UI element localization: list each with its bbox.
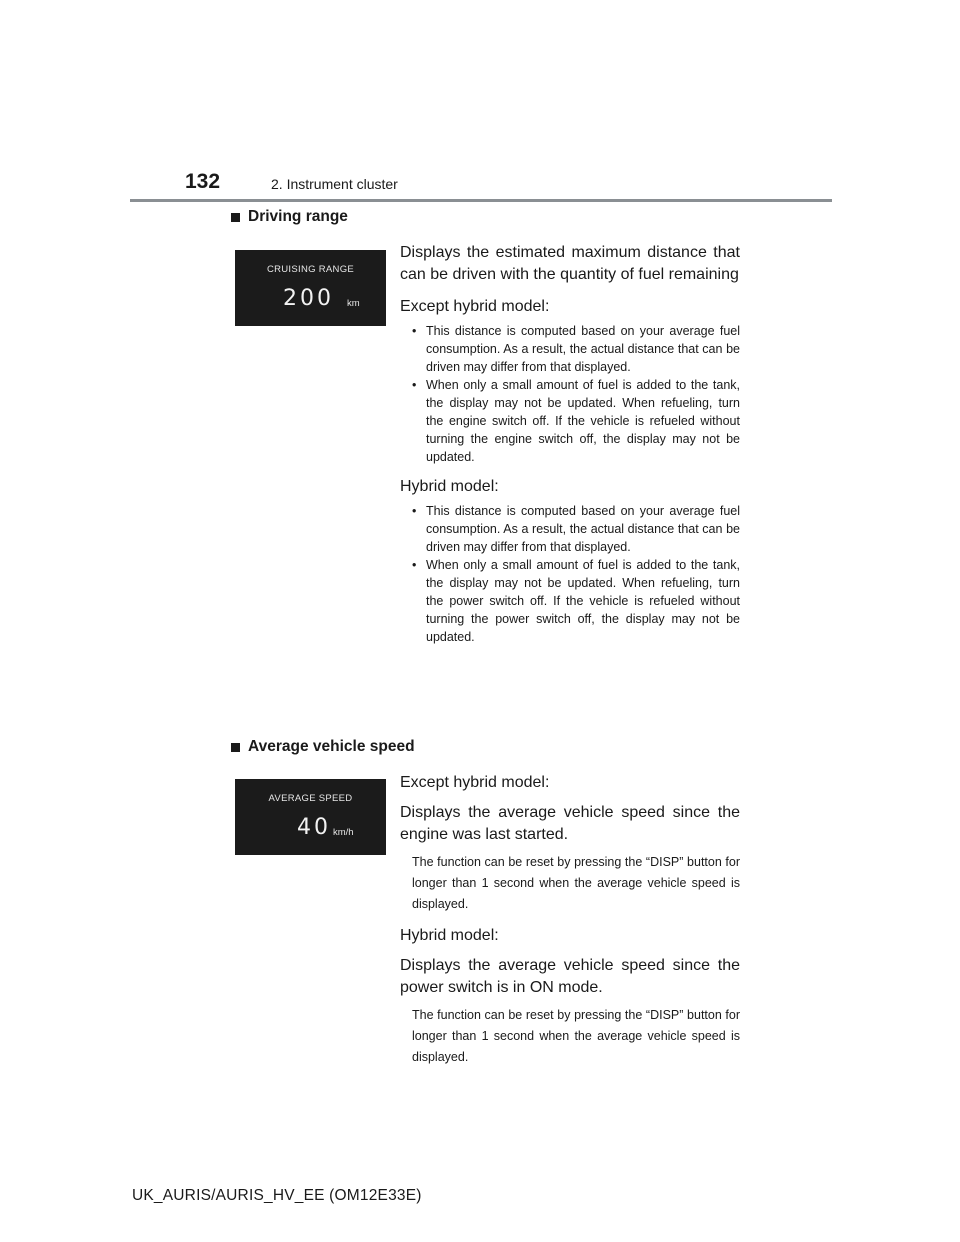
hybrid-label: Hybrid model: [400,927,499,944]
intro-text: Displays the estimated maximum distance that can be driven with the quantity of fuel remaining [400,244,740,283]
display-value: 40 [297,815,331,840]
display-label: CRUISING RANGE [266,264,355,275]
average-speed-display [235,779,386,855]
except-hybrid-note: The function can be reset by pressing the “DISP” button for longer than 1 second when the average vehicle speed is displayed. [412,855,740,911]
model-code-footer: UK_AURIS/AURIS_HV_EE (OM12E33E) [132,1187,422,1204]
display-unit: km/h [333,827,354,838]
list-item: • This distance is computed based on your average fuel consumption. As a result, the actual distance that can be driven may differ from that displayed. [412,324,740,374]
section-title: Driving range [248,208,348,225]
header-divider [130,199,832,202]
except-hybrid-description: Displays the average vehicle speed since the engine was last started. [400,804,740,843]
hybrid-note: The function can be reset by pressing the “DISP” button for longer than 1 second when the average vehicle speed is displayed. [412,1008,740,1064]
bullet-square-icon [231,743,240,752]
cruising-range-display [235,250,386,326]
section-title: Average vehicle speed [248,738,415,755]
display-unit: km [347,298,360,309]
section-heading-driving-range [231,208,348,226]
driving-range-text [400,242,740,646]
list-item: • This distance is computed based on your average fuel consumption. As a result, the actual distance that can be driven may differ from that displayed. [412,504,740,554]
page-header [0,0,960,210]
list-item: • When only a small amount of fuel is added to the tank, the display may not be updated. When refueling, turn the engine switch off. If the vehicle is refueled without turning the engine switch off, the display may not be updated. [412,378,740,464]
list-item: • When only a small amount of fuel is added to the tank, the display may not be updated. When refueling, turn the power switch off. If the vehicle is refueled without turning the power switch off, the display may not be updated. [412,558,740,644]
except-hybrid-list [400,322,740,466]
chapter-title: 2. Instrument cluster [271,176,398,192]
display-value: 200 [283,286,334,311]
except-hybrid-label: Except hybrid model: [400,774,550,791]
bullet-square-icon [231,213,240,222]
except-hybrid-label: Except hybrid model: [400,298,550,315]
hybrid-list [400,502,740,646]
hybrid-description: Displays the average vehicle speed since the power switch is in ON mode. [400,957,740,996]
page-number: 132 [185,170,221,193]
average-speed-text [400,772,740,1068]
section-heading-average-speed [231,738,415,756]
hybrid-label: Hybrid model: [400,478,499,495]
display-label: AVERAGE SPEED [268,793,353,804]
